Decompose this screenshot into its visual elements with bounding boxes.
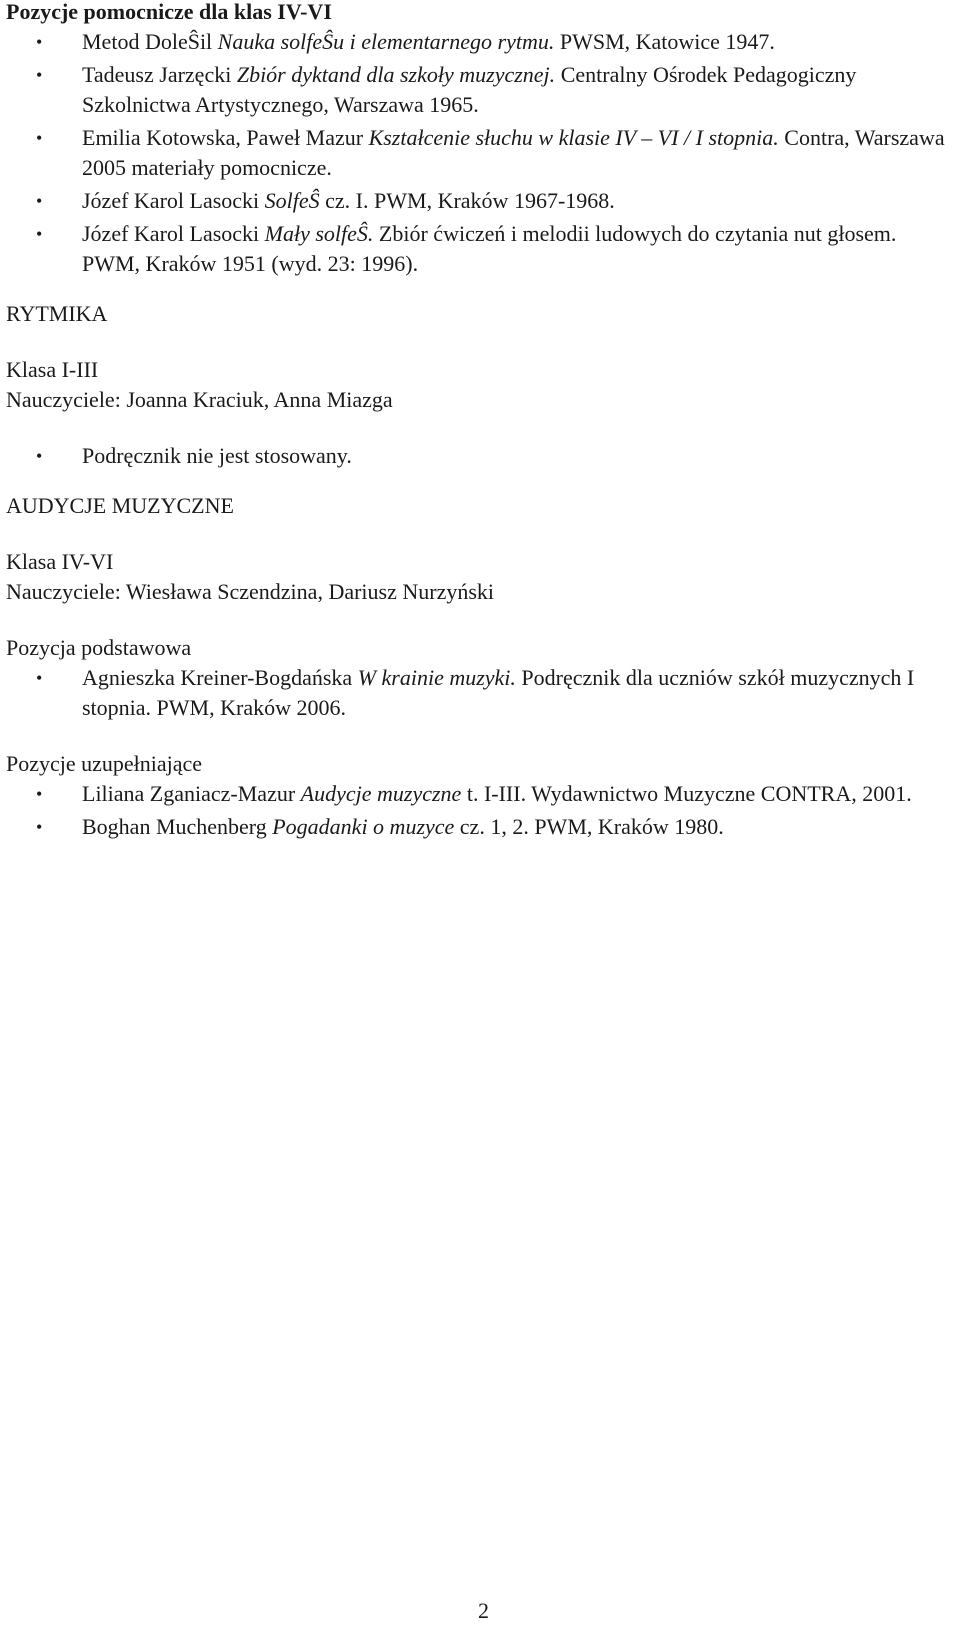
entry-author: Boghan Muchenberg <box>82 814 273 839</box>
entry-publisher: PWSM, Katowice 1947. <box>554 29 775 54</box>
entry-publisher: Contra, Warszawa 2005 materiały pomocnicze. <box>82 125 945 180</box>
entry-publisher: Centralny Ośrodek Pedagogiczny Szkolnictwa Artystycznego, Warszawa 1965. <box>82 62 857 117</box>
bibliography-list-pomocnicze <box>6 27 956 279</box>
list-item <box>6 123 956 183</box>
entry-author: Józef Karol Lasocki <box>82 188 265 213</box>
list-item <box>6 663 956 723</box>
bullet-icon: • <box>36 191 43 211</box>
class-heading-rytmika: Klasa I-III <box>6 357 99 382</box>
entry-title: Nauka solfeŜu i elementarnego rytmu. <box>217 29 555 54</box>
bullet-icon: • <box>36 128 43 148</box>
entry-title: Pogadanki o muzyce <box>272 814 455 839</box>
entry-title: W krainie muzyki. <box>357 665 516 690</box>
entry-publisher: Zbiór ćwiczeń i melodii ludowych do czytania nut głosem. PWM, Kraków 1951 (wyd. 23: 1996). <box>82 221 897 276</box>
entry-title: Audycje muzyczne <box>300 781 462 806</box>
teachers-rytmika: Nauczyciele: Joanna Kraciuk, Anna Miazga <box>6 387 393 412</box>
section-heading-rytmika: RYTMIKA <box>6 301 108 326</box>
list-item <box>6 27 956 57</box>
spacer <box>6 415 956 441</box>
entry-publisher: cz. 1, 2. PWM, Kraków 1980. <box>454 814 724 839</box>
entry-publisher: cz. I. PWM, Kraków 1967-1968. <box>319 188 615 213</box>
teachers-audycje: Nauczyciele: Wiesława Sczendzina, Dariusz Nurzyński <box>6 579 495 604</box>
entry-text: Podręcznik nie jest stosowany. <box>82 443 352 468</box>
bullet-icon: • <box>36 224 43 244</box>
list-pozycja-podstawowa <box>6 663 956 723</box>
spacer <box>6 607 956 633</box>
list-item <box>6 441 956 471</box>
bullet-icon: • <box>36 817 43 837</box>
entry-author: Tadeusz Jarzęcki <box>82 62 237 87</box>
bullet-icon: • <box>36 32 43 52</box>
section-heading-pozycje-pomocnicze: Pozycje pomocnicze dla klas IV-VI <box>6 0 332 24</box>
spacer <box>6 471 956 491</box>
bullet-icon: • <box>36 65 43 85</box>
list-pozycje-uzupelniajace <box>6 779 956 842</box>
list-item <box>6 779 956 809</box>
entry-title: Mały solfeŜ. <box>264 221 374 246</box>
subheading-pozycja-podstawowa: Pozycja podstawowa <box>6 635 192 660</box>
entry-publisher: Podręcznik dla uczniów szkół muzycznych I stopnia. PWM, Kraków 2006. <box>82 665 915 720</box>
entry-author: Emilia Kotowska, Paweł Mazur <box>82 125 369 150</box>
class-heading-audycje: Klasa IV-VI <box>6 549 114 574</box>
entry-author: Metod DoleŜil <box>82 29 218 54</box>
spacer <box>6 521 956 547</box>
entry-author: Agnieszka Kreiner-Bogdańska <box>82 665 358 690</box>
list-rytmika <box>6 441 956 471</box>
list-item <box>6 60 956 120</box>
spacer <box>6 723 956 749</box>
entry-title: SolfeŜ <box>264 188 320 213</box>
entry-author: Józef Karol Lasocki <box>82 221 265 246</box>
list-item <box>6 812 956 842</box>
page-number: 2 <box>478 1598 489 1623</box>
list-item <box>6 186 956 216</box>
entry-author: Liliana Zganiacz-Mazur <box>82 781 301 806</box>
spacer <box>6 329 956 355</box>
section-heading-audycje: AUDYCJE MUZYCZNE <box>6 493 234 518</box>
entry-title: Zbiór dyktand dla szkoły muzycznej. <box>236 62 556 87</box>
entry-publisher: t. I-III. Wydawnictwo Muzyczne CONTRA, 2001. <box>461 781 912 806</box>
document-page <box>6 0 956 842</box>
bullet-icon: • <box>36 668 43 688</box>
subheading-pozycje-uzupelniajace: Pozycje uzupełniające <box>6 751 203 776</box>
spacer <box>6 279 956 299</box>
list-item <box>6 219 956 279</box>
entry-title: Kształcenie słuchu w klasie IV – VI / I stopnia. <box>368 125 779 150</box>
bullet-icon: • <box>36 784 43 804</box>
bullet-icon: • <box>36 446 43 466</box>
